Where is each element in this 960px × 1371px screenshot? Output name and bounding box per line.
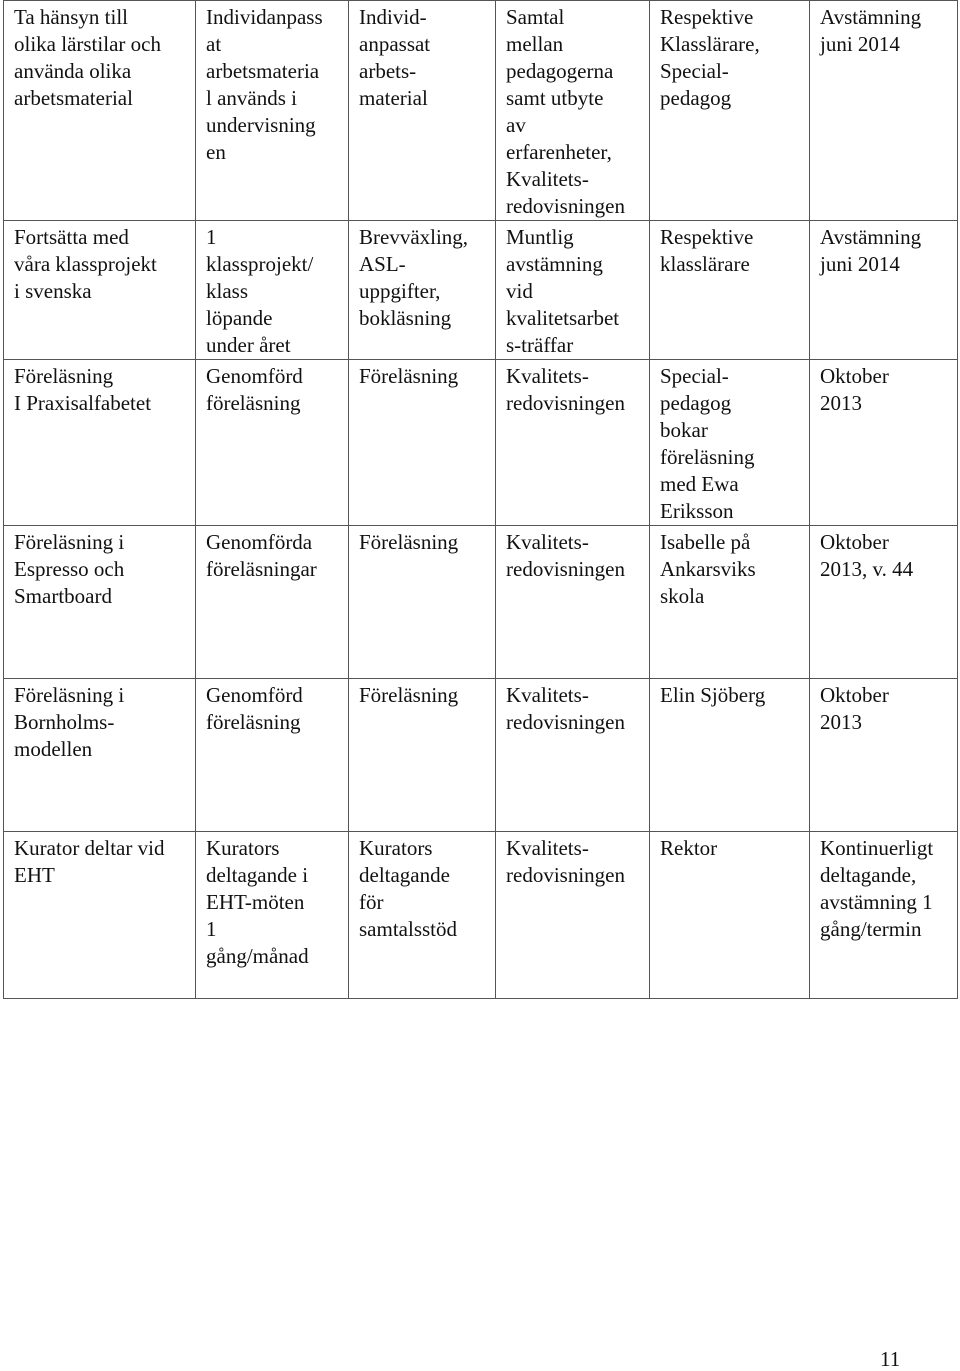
table-row xyxy=(4,679,958,832)
table-cell: Kvalitets- redovisningen xyxy=(496,360,650,526)
table-cell: Föreläsning xyxy=(349,526,496,679)
table-cell: Avstämning juni 2014 xyxy=(810,1,958,221)
table-cell: Kvalitets- redovisningen xyxy=(496,832,650,999)
table-cell: Föreläsning i Espresso och Smartboard xyxy=(4,526,196,679)
table-cell: 1 klassprojekt/ klass löpande under året xyxy=(196,221,349,360)
table-cell: Avstämning juni 2014 xyxy=(810,221,958,360)
action-plan-table xyxy=(3,0,958,999)
table-cell: Föreläsning xyxy=(349,679,496,832)
table-cell: Kvalitets- redovisningen xyxy=(496,679,650,832)
page-number: 11 xyxy=(880,1347,901,1371)
table-cell: Isabelle på Ankarsviks skola xyxy=(650,526,810,679)
table-cell: Kurators deltagande för samtalsstöd xyxy=(349,832,496,999)
table-cell: Kontinuerligt deltagande, avstämning 1 gång/termin xyxy=(810,832,958,999)
table-cell: Kvalitets- redovisningen xyxy=(496,526,650,679)
table-row xyxy=(4,526,958,679)
table-cell: Rektor xyxy=(650,832,810,999)
table-cell: Elin Sjöberg xyxy=(650,679,810,832)
table-row xyxy=(4,832,958,999)
table-cell: Oktober 2013, v. 44 xyxy=(810,526,958,679)
table-cell: Individ- anpassat arbets- material xyxy=(349,1,496,221)
table-cell: Oktober 2013 xyxy=(810,360,958,526)
table-cell: Special- pedagog bokar föreläsning med Ewa Eriksson xyxy=(650,360,810,526)
table-cell: Genomförda föreläsningar xyxy=(196,526,349,679)
table-cell: Ta hänsyn till olika lärstilar och använda olika arbetsmaterial xyxy=(4,1,196,221)
table-cell: Kurators deltagande i EHT-möten 1 gång/månad xyxy=(196,832,349,999)
table-cell: Respektive Klasslärare, Special- pedagog xyxy=(650,1,810,221)
table-cell: Oktober 2013 xyxy=(810,679,958,832)
table-cell: Respektive klasslärare xyxy=(650,221,810,360)
table-cell: Muntlig avstämning vid kvalitetsarbet s-träffar xyxy=(496,221,650,360)
table-cell: Genomförd föreläsning xyxy=(196,360,349,526)
table-cell: Föreläsning xyxy=(349,360,496,526)
table-cell: Kurator deltar vid EHT xyxy=(4,832,196,999)
table-cell: Brevväxling, ASL- uppgifter, bokläsning xyxy=(349,221,496,360)
table-cell: Individanpass at arbetsmateria l används i undervisning en xyxy=(196,1,349,221)
table-cell: Föreläsning I Praxisalfabetet xyxy=(4,360,196,526)
table-cell: Fortsätta med våra klassprojekt i svenska xyxy=(4,221,196,360)
table-row xyxy=(4,360,958,526)
table-cell: Genomförd föreläsning xyxy=(196,679,349,832)
table-row xyxy=(4,221,958,360)
table-cell: Föreläsning i Bornholms- modellen xyxy=(4,679,196,832)
table-cell: Samtal mellan pedagogerna samt utbyte av erfarenheter, Kvalitets- redovisningen xyxy=(496,1,650,221)
table-row xyxy=(4,1,958,221)
